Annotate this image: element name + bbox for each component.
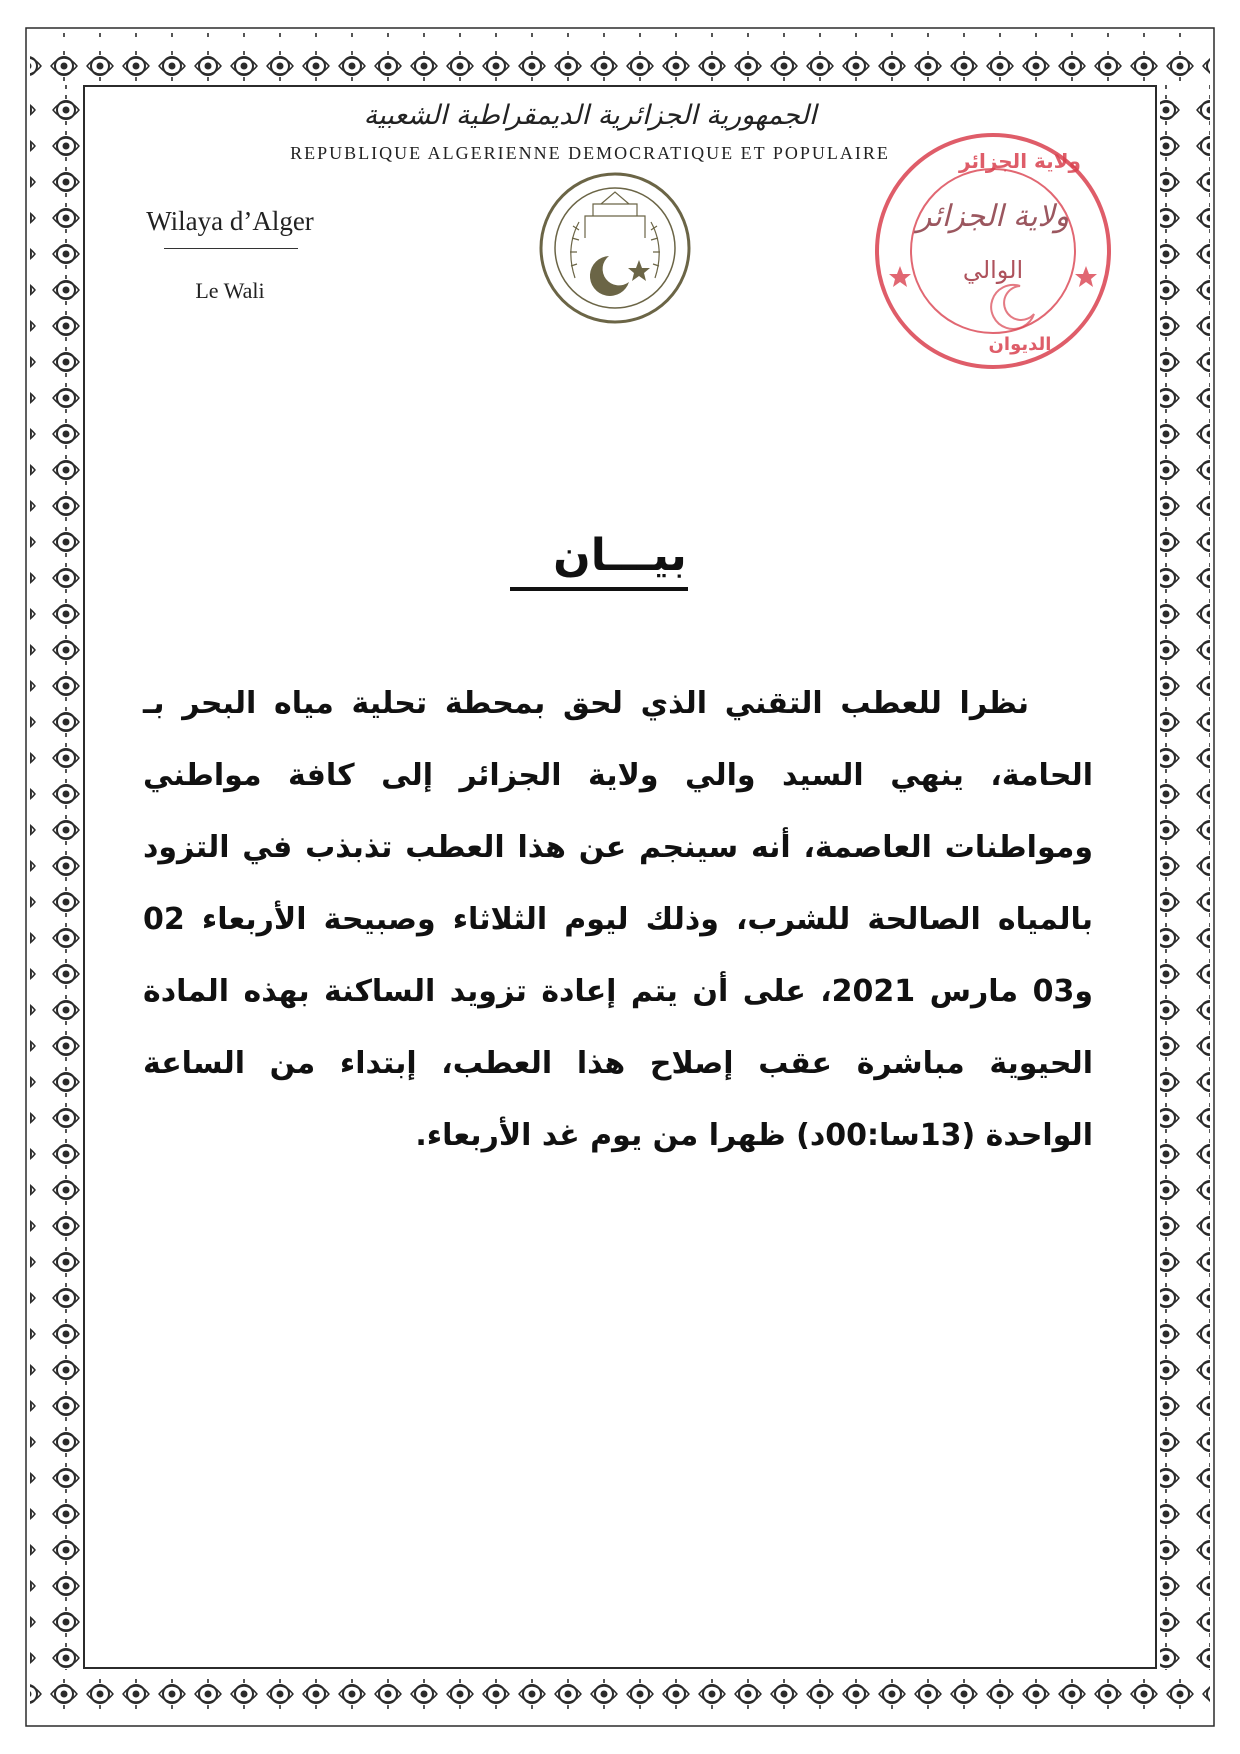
stamp-center-text: الوالي xyxy=(962,256,1024,284)
header-french-republic: REPUBLIQUE ALGERIENNE DEMOCRATIQUE ET POPULAIRE xyxy=(290,143,890,163)
header-arabic-republic: الجمهورية الجزائرية الديمقراطية الشعبية xyxy=(363,100,817,131)
stamp-crescent-icon xyxy=(991,285,1034,329)
stamp-bottom-text: الديوان xyxy=(988,334,1052,355)
official-stamp xyxy=(870,128,1116,374)
stamp-signature: ولاية الجزائر xyxy=(916,199,1070,234)
document-title: بيـــان xyxy=(553,530,687,581)
wilaya-label: Wilaya d’Alger xyxy=(146,206,314,236)
stamp-top-text: ولاية الجزائر xyxy=(959,149,1081,173)
wilaya-underline xyxy=(164,248,298,249)
statement-body: نظرا للعطب التقني الذي لحق بمحطة تحلية مياه البحر بـ الحامة، ينهي السيد والي ولاية الجزائر إلى كافة مواطني ومواطنات العاصمة، أنه سينجم عن هذا العطب تذبذب في التزود بالمياه الصالحة للشرب، وذلك ليوم الثلاثاء وصبيحة الأربعاء 02 و03 مارس 2021، على أن يتم إعادة تزويد الساكنة بهذه المادة الحيوية مباشرة عقب إصلاح هذا العطب، إبتداء من الساعة الواحدة (13سا:00د) ظهرا من يوم غد الأربعاء. xyxy=(143,686,1093,1153)
stamp-star-right-icon xyxy=(1075,266,1097,287)
stamp-star-left-icon xyxy=(889,266,911,287)
le-wali-label: Le Wali xyxy=(195,278,265,303)
national-emblem-icon xyxy=(535,168,695,328)
title-underline xyxy=(510,587,688,591)
